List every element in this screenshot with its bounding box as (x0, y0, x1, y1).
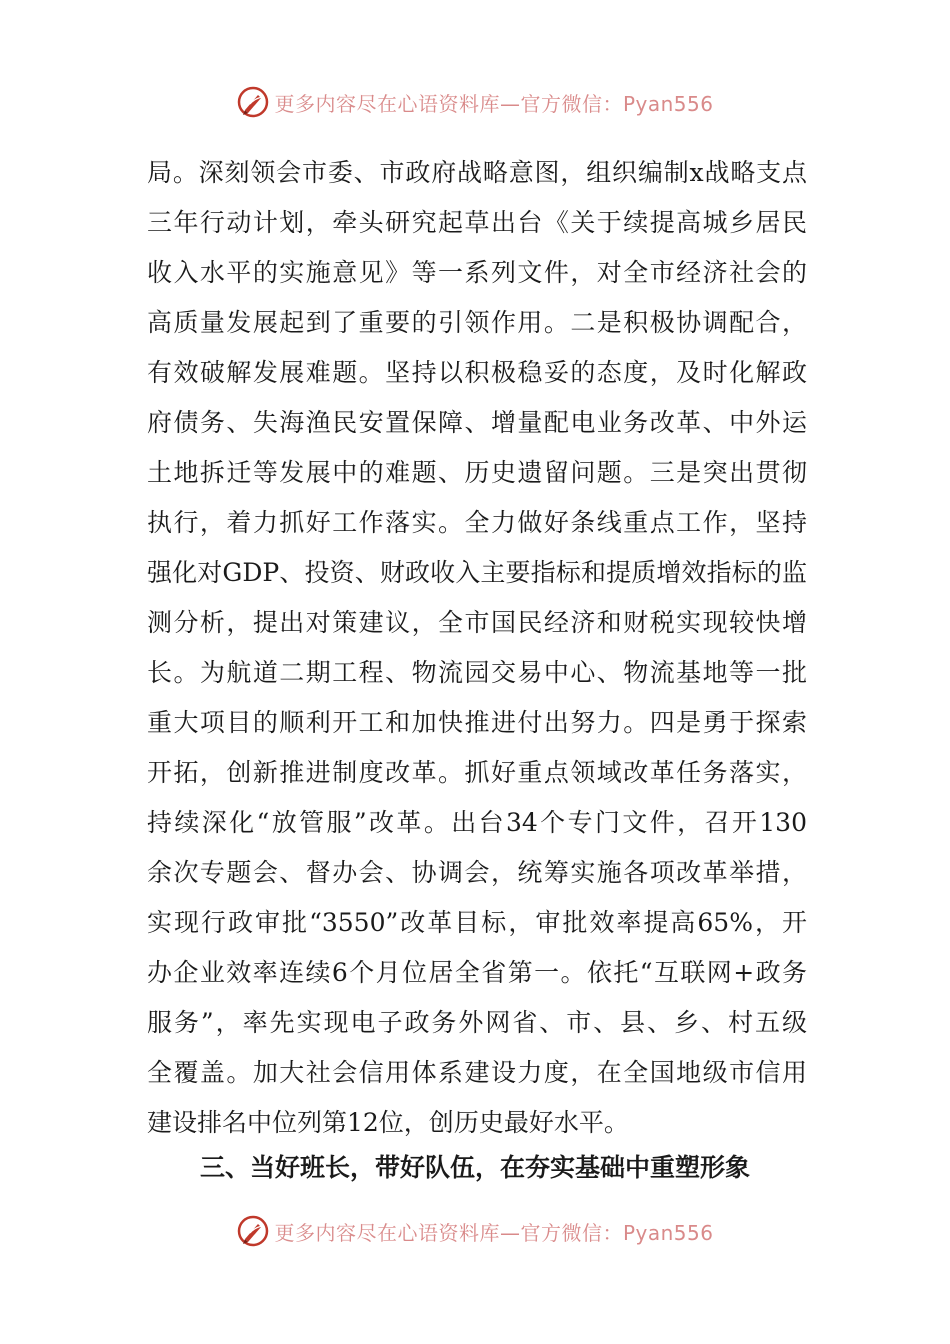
text-line: 开拓，创新推进制度改革。抓好重点领域改革任务落实， (147, 758, 807, 787)
text-line: 收入水平的实施意见》等一系列文件，对全市经济社会的 (147, 258, 807, 287)
body-text (147, 148, 807, 1148)
watermark-banner-bottom (0, 1211, 950, 1251)
text-line: 余次专题会、督办会、协调会，统筹实施各项改革举措， (147, 858, 807, 887)
text-line: 强化对GDP、投资、财政收入主要指标和提质增效指标的监 (147, 558, 807, 587)
text-line: 有效破解发展难题。坚持以积极稳妥的态度，及时化解政 (147, 358, 807, 387)
watermark-text: 更多内容尽在心语资料库—官方微信：Pyan556 (274, 1220, 714, 1245)
text-line: 持续深化“放管服”改革。出台34个专门文件，召开130 (147, 808, 807, 837)
text-line: 建设排名中位列第12位，创历史最好水平。 (147, 1108, 629, 1137)
pen-logo-icon (236, 85, 270, 119)
section-heading: 三、当好班长，带好队伍，在夯实基础中重塑形象 (199, 1153, 750, 1182)
watermark-text: 更多内容尽在心语资料库—官方微信：Pyan556 (274, 91, 714, 116)
text-line: 高质量发展起到了重要的引领作用。二是积极协调配合， (147, 308, 807, 337)
text-line: 服务”，率先实现电子政务外网省、市、县、乡、村五级 (147, 1008, 807, 1037)
text-line: 土地拆迁等发展中的难题、历史遗留问题。三是突出贯彻 (147, 458, 807, 487)
text-line: 执行，着力抓好工作落实。全力做好条线重点工作，坚持 (147, 508, 807, 537)
pen-logo-icon (236, 1214, 270, 1248)
text-line: 办企业效率连续6个月位居全省第一。依托“互联网+政务 (147, 958, 807, 987)
text-line: 重大项目的顺利开工和加快推进付出努力。四是勇于探索 (147, 708, 807, 737)
text-line: 实现行政审批“3550”改革目标，审批效率提高65%，开 (147, 908, 807, 937)
watermark-banner-top (0, 82, 950, 122)
text-line: 长。为航道二期工程、物流园交易中心、物流基地等一批 (147, 658, 807, 687)
text-line: 局。深刻领会市委、市政府战略意图，组织编制x战略支点 (147, 158, 807, 187)
text-line: 测分析，提出对策建议，全市国民经济和财税实现较快增 (147, 608, 807, 637)
text-line: 府债务、失海渔民安置保障、增量配电业务改革、中外运 (147, 408, 807, 437)
text-line: 三年行动计划，牵头研究起草出台《关于续提高城乡居民 (147, 208, 807, 237)
text-line: 全覆盖。加大社会信用体系建设力度，在全国地级市信用 (147, 1058, 807, 1087)
